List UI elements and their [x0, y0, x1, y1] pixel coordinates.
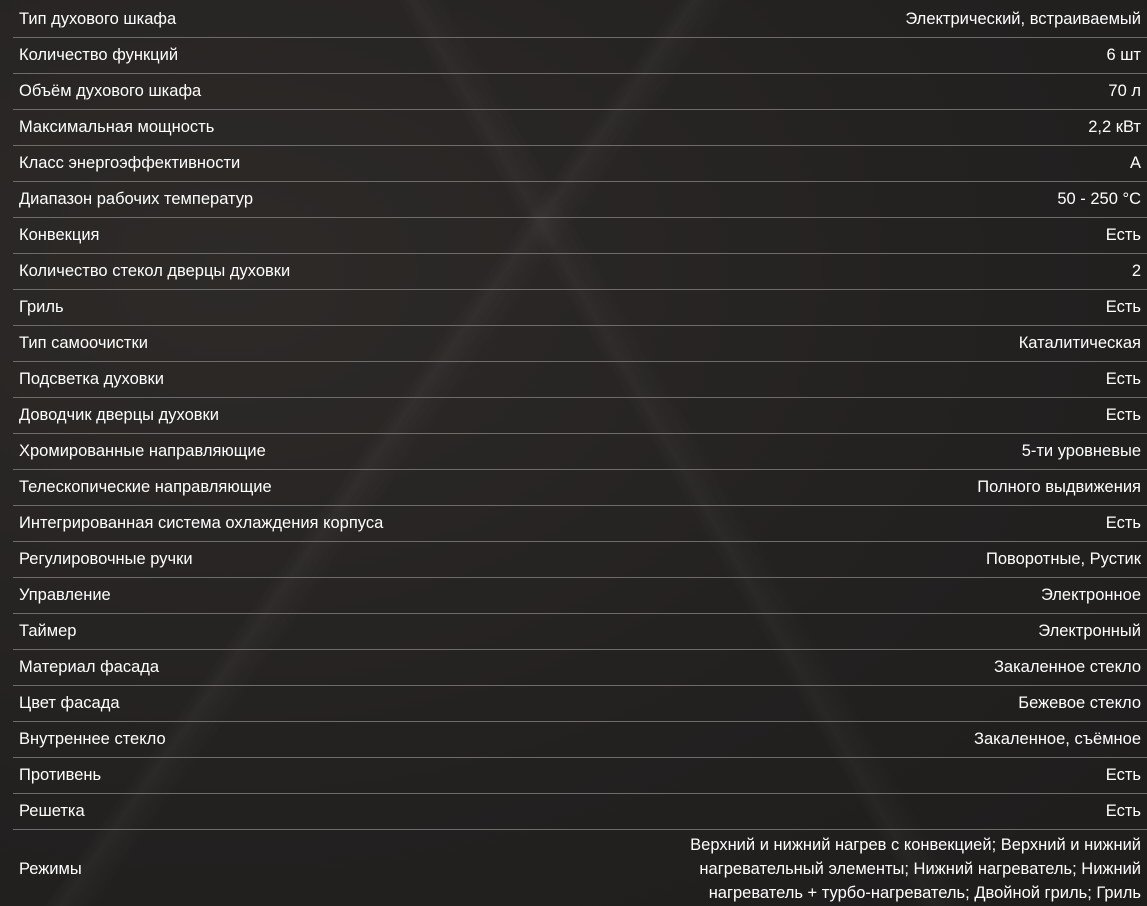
- spec-value: Есть: [1105, 370, 1141, 388]
- spec-row-energy-class: [13, 146, 1147, 182]
- spec-row-max-power: [13, 110, 1147, 146]
- spec-value: 2,2 кВт: [1088, 118, 1141, 136]
- spec-label: Противень: [19, 766, 102, 784]
- spec-row-chrome-rails: [13, 434, 1147, 470]
- spec-label: Подсветка духовки: [19, 370, 164, 388]
- spec-value: Есть: [1105, 766, 1141, 784]
- spec-row-knobs: [13, 542, 1147, 578]
- spec-label: Максимальная мощность: [19, 118, 215, 136]
- spec-value: Закаленное, съёмное: [974, 730, 1141, 748]
- spec-label: Таймер: [19, 622, 77, 640]
- spec-row-door-glass-count: [13, 254, 1147, 290]
- spec-row-baking-tray: [13, 758, 1147, 794]
- spec-value: 6 шт: [1106, 46, 1141, 64]
- spec-row-cooling-system: [13, 506, 1147, 542]
- spec-value: Поворотные, Рустик: [986, 550, 1141, 568]
- spec-label: Телескопические направляющие: [19, 478, 272, 496]
- spec-value: Электрический, встраиваемый: [905, 10, 1141, 28]
- spec-row-modes: [13, 830, 1147, 906]
- spec-value-modes: [690, 833, 1147, 905]
- spec-row-temperature-range: [13, 182, 1147, 218]
- spec-label: Количество стекол дверцы духовки: [19, 262, 291, 280]
- spec-row-facade-color: [13, 686, 1147, 722]
- spec-row-oven-type: [13, 2, 1147, 38]
- spec-value: 2: [1131, 262, 1141, 280]
- spec-value: 50 - 250 °C: [1057, 190, 1141, 208]
- spec-label: Конвекция: [19, 226, 100, 244]
- spec-value: Есть: [1105, 298, 1141, 316]
- spec-row-telescopic-rails: [13, 470, 1147, 506]
- spec-row-volume: [13, 74, 1147, 110]
- spec-value: A: [1129, 154, 1141, 172]
- spec-label: Объём духового шкафа: [19, 82, 202, 100]
- spec-label: Диапазон рабочих температур: [19, 190, 253, 208]
- spec-value: Электронное: [1040, 586, 1141, 604]
- spec-row-rack: [13, 794, 1147, 830]
- spec-row-facade-material: [13, 650, 1147, 686]
- spec-row-door-closer: [13, 398, 1147, 434]
- modes-line: Верхний и нижний нагрев с конвекцией; Верхний и нижний: [690, 836, 1141, 854]
- spec-label: Тип самоочистки: [19, 334, 148, 352]
- spec-table: [13, 2, 1147, 906]
- spec-row-lighting: [13, 362, 1147, 398]
- modes-line: нагревательный элементы; Нижний нагреватель; Нижний: [699, 860, 1141, 878]
- spec-label: Управление: [19, 586, 111, 604]
- spec-value: Есть: [1105, 802, 1141, 820]
- spec-value: Есть: [1105, 406, 1141, 424]
- spec-value: Бежевое стекло: [1018, 694, 1141, 712]
- spec-label: Количество функций: [19, 46, 179, 64]
- spec-label: Режимы: [19, 859, 82, 878]
- spec-row-convection: [13, 218, 1147, 254]
- spec-value: Есть: [1105, 514, 1141, 532]
- spec-row-functions-count: [13, 38, 1147, 74]
- spec-label: Тип духового шкафа: [19, 10, 177, 28]
- spec-value: Есть: [1105, 226, 1141, 244]
- spec-label: Материал фасада: [19, 658, 160, 676]
- spec-label: Хромированные направляющие: [19, 442, 266, 460]
- spec-value: Полного выдвижения: [977, 478, 1141, 496]
- spec-label: Внутреннее стекло: [19, 730, 166, 748]
- spec-row-grill: [13, 290, 1147, 326]
- spec-row-control: [13, 578, 1147, 614]
- spec-row-self-cleaning: [13, 326, 1147, 362]
- spec-value: 5-ти уровневые: [1021, 442, 1141, 460]
- spec-value: Закаленное стекло: [993, 658, 1141, 676]
- spec-label: Интегрированная система охлаждения корпуса: [19, 514, 384, 532]
- spec-row-inner-glass: [13, 722, 1147, 758]
- spec-label: Решетка: [19, 802, 85, 820]
- spec-label: Цвет фасада: [19, 694, 120, 712]
- spec-value: Электронный: [1038, 622, 1141, 640]
- spec-row-timer: [13, 614, 1147, 650]
- spec-value: Каталитическая: [1018, 334, 1141, 352]
- spec-label: Гриль: [19, 298, 64, 316]
- spec-value: 70 л: [1108, 82, 1141, 100]
- spec-label: Регулировочные ручки: [19, 550, 193, 568]
- spec-label: Класс энергоэффективности: [19, 154, 241, 172]
- spec-label: Доводчик дверцы духовки: [19, 406, 219, 424]
- modes-line: нагреватель + турбо-нагреватель; Двойной гриль; Гриль: [708, 884, 1141, 902]
